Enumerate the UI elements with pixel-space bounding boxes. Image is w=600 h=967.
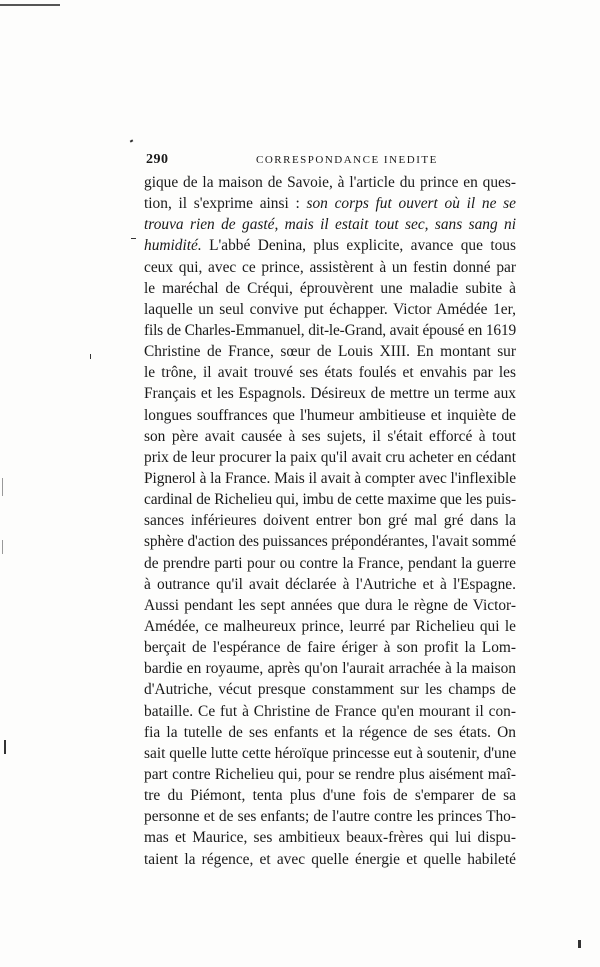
margin-mark [131, 238, 136, 239]
running-head: CORRESPONDANCE INEDITE [256, 154, 438, 166]
text-line: part contre Richelieu qui, pour se rendre plus aisément maî- [144, 765, 516, 783]
text-line: fils de Charles-Emmanuel, dit-le-Grand, avait épousé en 1619 [144, 321, 516, 339]
text-line: prix de leur procurer la paix qu'il avait cru acheter en cédant [144, 448, 516, 466]
margin-mark [2, 478, 3, 496]
text-line: de prendre parti pour ou contre la France, pendant la guerre [144, 554, 516, 572]
text-line: le maréchal de Créqui, éprouvèrent une maladie subite à [144, 279, 516, 297]
text-line: ceux qui, avec ce prince, assistèrent à un festin donné par [144, 258, 516, 276]
text-line: mas et Maurice, ses ambitieux beaux-frères qui lui dispu- [144, 829, 516, 847]
text-line: trouva rien de gasté, mais il estait tout sec, sans sang ni [144, 216, 516, 234]
page-header [146, 152, 514, 170]
text-line: Amédée, ce malheureux prince, leurré par Richelieu qui le [144, 617, 516, 635]
body-text [144, 172, 516, 870]
text-line: Pignerol à la France. Mais il avait à compter avec l'inflexible [144, 469, 516, 487]
text-line: berçait de l'espérance de faire ériger à son profit la Lom- [144, 639, 516, 657]
page-number: 290 [146, 152, 169, 167]
text-line: taient la régence, et avec quelle énergie et quelle habileté [144, 850, 516, 868]
text-line: Aussi pendant les sept années que dura le règne de Victor- [144, 596, 516, 614]
text-line: tion, il s'exprime ainsi : son corps fut ouvert où il ne se [144, 195, 516, 213]
margin-mark [2, 540, 3, 554]
text-line: d'Autriche, vécut presque constamment sur les champs de [144, 681, 516, 699]
text-line: bardie en royaume, après qu'on l'aurait arrachée à la maison [144, 660, 516, 678]
text-line: sphère d'action des puissances prépondérantes, l'avait sommé [144, 533, 516, 551]
margin-mark [130, 139, 134, 142]
text-line: Christine de France, sœur de Louis XIII. En montant sur [144, 343, 516, 361]
margin-mark [4, 740, 6, 754]
text-line: fia la tutelle de ses enfants et la régence de ses états. On [144, 723, 516, 741]
text-line: bataille. Ce fut à Christine de France qu'en mourant il con- [144, 702, 516, 720]
margin-mark [90, 354, 91, 359]
margin-mark [578, 940, 581, 948]
text-line: humidité. L'abbé Denina, plus explicite, avance que tous [144, 237, 516, 255]
text-line: à outrance qu'il avait déclarée à l'Autriche et à l'Espagne. [144, 575, 516, 593]
text-line: son père avait causée à ses sujets, il s'était efforcé à tout [144, 427, 516, 445]
text-line: sances inférieures doivent entrer bon gré mal gré dans la [144, 512, 516, 530]
text-line: cardinal de Richelieu qui, imbu de cette maxime que les puis- [144, 491, 516, 509]
text-line: Français et les Espagnols. Désireux de mettre un terme aux [144, 385, 516, 403]
text-line: longues souffrances que l'humeur ambitieuse et inquiète de [144, 406, 516, 424]
text-line: tre du Piémont, tenta plus d'une fois de s'emparer de sa [144, 787, 516, 805]
text-line: le trône, il avait trouvé ses états foulés et envahis par les [144, 364, 516, 382]
top-edge-mark [0, 4, 60, 6]
text-line: laquelle un seul convive put échapper. Victor Amédée 1er, [144, 300, 516, 318]
text-line: sait quelle lutte cette héroïque princesse eut à soutenir, d'une [144, 744, 517, 762]
text-line: gique de la maison de Savoie, à l'article du prince en ques- [144, 174, 516, 191]
text-line: personne et de ses enfants; de l'autre contre les princes Tho- [144, 808, 516, 826]
